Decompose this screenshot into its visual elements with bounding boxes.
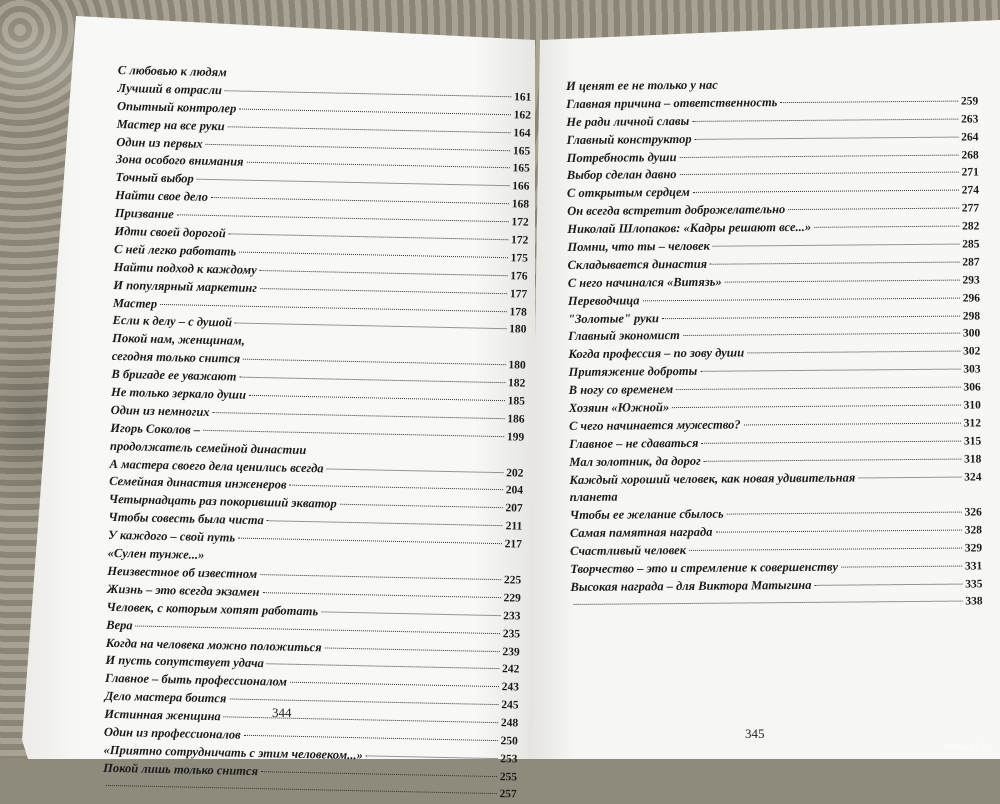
toc-dot-leader <box>695 136 959 139</box>
toc-entry-title: Один из первых <box>116 134 203 151</box>
toc-dot-leader <box>701 440 961 443</box>
toc-entry-title: Хозяин «Южной» <box>568 400 670 416</box>
right-page-number: 345 <box>745 726 765 741</box>
toc-dot-leader <box>243 359 505 365</box>
toc-entry-page: 180 <box>508 359 526 372</box>
toc-dot-leader <box>224 716 498 723</box>
toc-entry-page: 306 <box>963 381 981 394</box>
left-table-of-contents <box>103 62 532 804</box>
toc-entry-title: Истинная женщина <box>104 706 221 724</box>
toc-dot-leader <box>238 538 502 545</box>
toc-entry-page: 259 <box>960 95 979 108</box>
toc-dot-leader <box>211 197 509 204</box>
toc-entry-title: Главное – быть профессионалом <box>104 671 288 689</box>
toc-dot-leader <box>321 611 500 616</box>
toc-entry-title: Потребность души <box>566 149 677 165</box>
toc-entry-title: И ценят ее не только у нас <box>566 77 718 93</box>
toc-entry-page: 186 <box>507 413 525 426</box>
toc-entry-title: «Сулен тунже...» <box>107 545 205 562</box>
toc-dot-leader <box>229 233 508 240</box>
toc-dot-leader <box>213 412 505 419</box>
toc-dot-leader <box>325 647 500 652</box>
toc-entry-title: планета <box>569 490 618 505</box>
toc-entry-title: Лучший в отрасли <box>117 80 223 98</box>
toc-entry-page: 204 <box>505 484 524 498</box>
toc-entry-title: Покой нам, женщинам, <box>112 331 245 349</box>
toc-entry-title: Идти своей дорогой <box>114 223 226 241</box>
toc-dot-leader <box>713 244 959 247</box>
toc-dot-leader <box>747 351 960 354</box>
toc-entry-title: Переводчица <box>567 293 640 308</box>
toc-entry-title: Творчество – это и стремление к совершенству <box>570 559 839 577</box>
toc-entry-title: Самая памятная награда <box>569 525 713 541</box>
toc-dot-leader <box>228 126 511 133</box>
toc-entry-page: 243 <box>501 681 520 694</box>
toc-entry-title: Складывается династия <box>567 256 708 272</box>
toc-dot-leader <box>262 592 500 598</box>
toc-entry-title: Помни, что ты – человек <box>567 238 710 255</box>
toc-dot-leader <box>229 699 498 706</box>
toc-entry-title: Он всегда встретит доброжелательно <box>567 202 786 219</box>
toc-entry-page: 168 <box>511 198 530 211</box>
toc-dot-leader <box>744 422 961 425</box>
toc-dot-leader <box>260 288 507 294</box>
toc-dot-leader <box>676 387 960 390</box>
toc-dot-leader <box>814 226 959 228</box>
toc-entry-page: 176 <box>510 270 528 283</box>
toc-entry-page: 161 <box>513 91 532 104</box>
toc-entry-page: 229 <box>503 592 521 605</box>
toc-entry-title: Неизвестное об известном <box>107 563 258 581</box>
toc-entry-title: С открытым сердцем <box>566 185 690 201</box>
toc-entry-title: В бригаде ее уважают <box>111 367 237 384</box>
toc-dot-leader <box>700 369 960 372</box>
toc-entry-title: Чтобы совесть была чиста <box>108 510 264 528</box>
toc-dot-leader <box>247 162 510 169</box>
toc-dot-leader <box>239 251 508 258</box>
toc-entry-title: Один из профессионалов <box>103 724 241 742</box>
toc-entry-title: Когда профессия – по зову души <box>568 345 745 362</box>
toc-entry-page: 225 <box>503 574 522 587</box>
toc-entry-title: Покой лишь только снится <box>103 760 259 778</box>
toc-dot-leader <box>249 395 505 401</box>
toc-dot-leader <box>239 108 510 115</box>
right-table-of-contents <box>566 74 983 614</box>
toc-dot-leader <box>340 504 503 508</box>
toc-entry-title: У каждого – свой путь <box>107 528 236 545</box>
toc-entry-title: Опытный контролер <box>116 98 237 116</box>
toc-entry-page: 177 <box>509 287 528 301</box>
toc-entry-title: Главная причина – ответственность <box>566 95 778 111</box>
toc-entry-page: 315 <box>963 435 982 448</box>
toc-dot-leader <box>725 279 960 282</box>
toc-dot-leader <box>858 476 961 478</box>
left-page-number: 344 <box>272 705 292 720</box>
toc-entry-page: 245 <box>501 699 519 712</box>
toc-entry-page: 239 <box>502 645 520 659</box>
toc-entry-title: Мастер на все руки <box>116 116 225 133</box>
toc-dot-leader <box>642 297 959 301</box>
toc-entry-page: 255 <box>499 770 518 784</box>
toc-entry-title: продолжатель семейной династии <box>109 438 307 457</box>
toc-entry-page: 329 <box>964 542 983 555</box>
toc-entry-page: 172 <box>510 234 529 247</box>
toc-entry-page: 166 <box>512 180 530 193</box>
toc-dot-leader <box>366 755 497 759</box>
toc-entry-page: 271 <box>961 166 979 180</box>
toc-entry-page: 312 <box>963 417 982 430</box>
toc-entry-page: 235 <box>502 627 521 641</box>
toc-entry-page: 175 <box>510 252 529 265</box>
toc-entry-page: 303 <box>963 363 981 376</box>
toc-dot-leader <box>327 468 504 473</box>
toc-entry-page: 248 <box>500 717 519 730</box>
toc-dot-leader <box>710 261 959 264</box>
toc-entry-page: 285 <box>962 238 980 251</box>
toc-entry-title: сегодня только снится <box>111 349 241 366</box>
toc-dot-leader <box>290 485 503 490</box>
toc-dot-leader <box>235 323 506 330</box>
toc-dot-leader <box>290 682 499 687</box>
toc-entry-page: 326 <box>964 506 982 519</box>
toc-entry-page: 257 <box>499 787 517 801</box>
toc-dot-leader <box>780 100 958 103</box>
toc-entry-page: 172 <box>511 216 529 229</box>
toc-entry-title: Чтобы ее желание сбылось <box>569 507 724 523</box>
toc-entry-title: Мал золотник, да дорог <box>569 453 701 469</box>
toc-entry-page: 293 <box>962 274 980 287</box>
toc-entry-title: «Приятно сотрудничать с этим человеком...» <box>103 742 363 763</box>
toc-entry-title: И пусть сопутствует удача <box>105 653 265 671</box>
toc-entry-title: "Золотые" руки <box>568 310 660 326</box>
toc-dot-leader <box>672 405 960 409</box>
toc-dot-leader <box>239 377 505 384</box>
toc-entry-page: 277 <box>961 202 980 215</box>
toc-dot-leader <box>693 190 959 193</box>
toc-entry-page: 165 <box>512 162 530 176</box>
toc-dot-leader <box>692 118 958 121</box>
toc-entry-title: Точный выбор <box>115 170 194 186</box>
toc-entry-title: И популярный маркетинг <box>113 277 258 295</box>
toc-dot-leader <box>680 154 959 157</box>
toc-dot-leader <box>160 304 507 312</box>
toc-entry-title: Игорь Соколов – <box>110 420 201 437</box>
show-through-text <box>559 546 981 704</box>
toc-entry-page: 178 <box>509 305 527 319</box>
toc-dot-leader <box>177 214 509 222</box>
toc-entry-page: 164 <box>513 126 531 140</box>
toc-entry-page: 296 <box>962 292 980 305</box>
toc-entry-title: Призвание <box>114 206 174 222</box>
toc-dot-leader <box>225 90 511 97</box>
toc-dot-leader <box>203 430 504 437</box>
toc-entry-page: 217 <box>504 538 523 551</box>
toc-entry-title: С любовью к людям <box>117 62 227 80</box>
toc-entry-page: 185 <box>507 395 526 408</box>
toc-entry-page: 253 <box>500 753 518 766</box>
toc-entry-page: 338 <box>965 595 983 608</box>
toc-entry-title: Николай Шлопаков: «Кадры решают все...» <box>567 219 812 237</box>
toc-entry-title: А мастера своего дела ценились всегда <box>109 456 324 475</box>
toc-entry-title: Не ради личной славы <box>566 113 690 129</box>
toc-entry-title: Один из немногих <box>110 402 210 419</box>
toc-entry-page: 211 <box>505 520 523 533</box>
toc-entry-page: 324 <box>964 470 982 484</box>
toc-entry-title: Притяжение доброты <box>568 364 698 380</box>
toc-entry-title: С ней легко работать <box>113 241 237 259</box>
toc-dot-leader <box>715 530 961 533</box>
toc-dot-leader <box>260 574 501 580</box>
toc-entry-title: Жизнь – это всегда экзамен <box>106 581 260 599</box>
toc-entry-title: Счастливый человек <box>570 543 687 559</box>
toc-entry-page: 331 <box>964 560 983 573</box>
toc-entry-page: 242 <box>501 663 520 676</box>
toc-entry-title: Человек, с которым хотят работать <box>106 599 319 619</box>
toc-dot-leader <box>788 208 959 210</box>
toc-dot-leader <box>260 270 508 276</box>
toc-entry-title: Дело мастера боится <box>104 689 227 706</box>
toc-entry-page: 328 <box>964 524 983 537</box>
toc-entry-title: Если к делу – с душой <box>112 313 233 330</box>
toc-entry-page: 162 <box>513 109 532 122</box>
toc-entry-page: 233 <box>503 609 521 623</box>
toc-entry-page: 298 <box>962 309 981 323</box>
toc-entry-page: 165 <box>512 144 531 158</box>
toc-entry-page: 282 <box>962 220 980 233</box>
toc-dot-leader <box>267 664 499 670</box>
toc-dot-leader <box>206 143 510 150</box>
toc-entry-page: 268 <box>961 148 979 162</box>
toc-entry-title: С него начинался «Витязь» <box>567 274 722 290</box>
toc-entry-title: Главное – не сдаваться <box>569 435 699 451</box>
toc-dot-leader <box>261 771 497 777</box>
toc-entry-title: Мастер <box>112 295 158 311</box>
toc-entry-page: 263 <box>961 113 979 126</box>
toc-entry-page: 199 <box>506 431 525 444</box>
toc-entry-page: 182 <box>507 377 526 390</box>
toc-dot-leader <box>683 333 960 336</box>
toc-entry-page: 180 <box>509 323 527 337</box>
toc-entry-page: 250 <box>500 735 518 748</box>
toc-entry-page: 264 <box>961 131 979 144</box>
toc-entry-page: 287 <box>962 256 980 269</box>
toc-dot-leader <box>704 458 961 461</box>
toc-entry-page: 310 <box>963 399 981 412</box>
toc-entry-title: Семейная династия инженеров <box>109 474 287 493</box>
toc-entry-title: Найти подход к каждому <box>113 259 257 277</box>
toc-entry-title: Когда на человека можно положиться <box>105 635 322 654</box>
toc-entry-page: 300 <box>962 327 981 341</box>
toc-dot-leader <box>662 315 960 319</box>
watermark: www.ay.by <box>944 742 992 753</box>
toc-dot-leader <box>244 735 498 741</box>
toc-dot-leader <box>680 172 959 175</box>
toc-entry-page: 274 <box>961 184 980 197</box>
toc-entry-title: Высокая награда – для Виктора Матыгина <box>570 577 812 594</box>
toc-entry-title: С чего начинается мужество? <box>568 417 741 433</box>
toc-dot-leader <box>727 512 962 515</box>
toc-entry-title: Четырнадцать раз покоривший экватор <box>108 492 337 512</box>
toc-dot-leader <box>197 179 509 187</box>
toc-entry-title: Каждый хороший человек, как новая удивительная <box>569 470 856 487</box>
toc-entry-title: Выбор сделан давно <box>566 167 677 183</box>
toc-entry-page: 335 <box>965 578 983 591</box>
toc-entry-page: 302 <box>963 345 981 358</box>
toc-entry-page: 207 <box>505 502 523 515</box>
toc-entry-title: В ногу со временем <box>568 382 674 398</box>
toc-dot-leader <box>267 520 503 526</box>
toc-entry-title: Вера <box>106 617 133 633</box>
toc-entry-title: Зона особого внимания <box>115 152 244 170</box>
toc-entry-page: 202 <box>506 466 524 480</box>
toc-entry-title: Найти свое дело <box>115 188 209 205</box>
toc-entry-title: Главный экономист <box>568 328 680 344</box>
toc-entry-title: Не только зеркало души <box>110 384 247 402</box>
toc-entry-title: Главный конструктор <box>566 131 692 147</box>
toc-dot-leader <box>136 625 500 634</box>
toc-entry-page: 318 <box>964 453 982 466</box>
toc-dot-leader <box>106 785 497 794</box>
